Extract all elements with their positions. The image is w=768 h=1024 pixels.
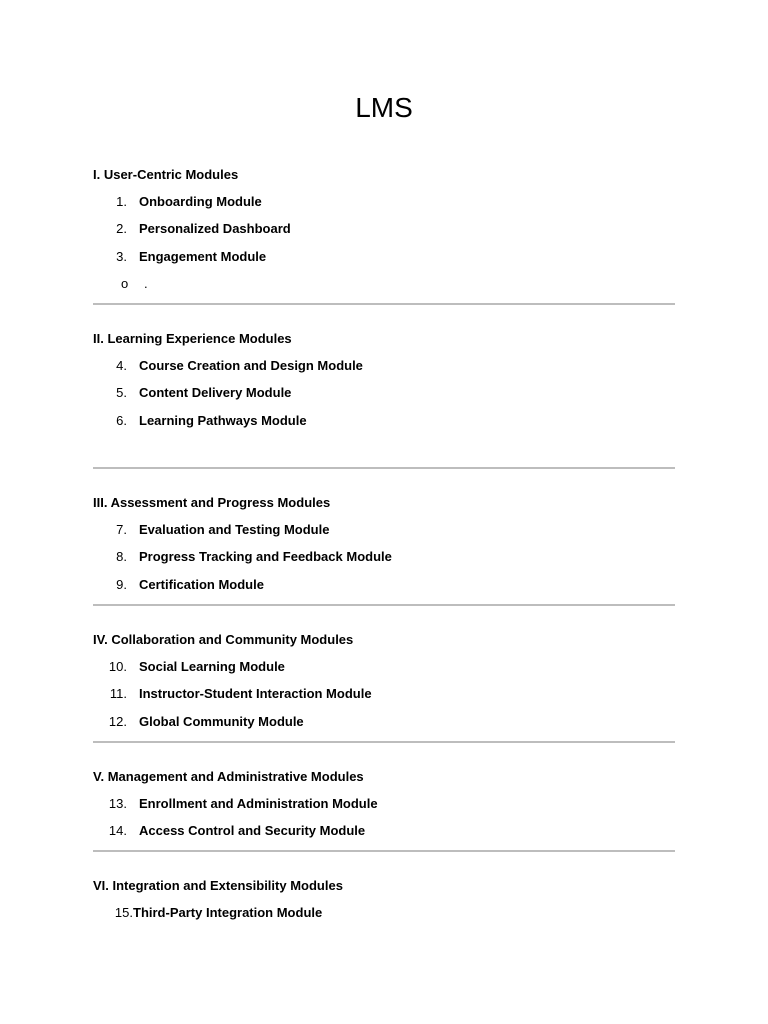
- section-divider: [93, 741, 675, 743]
- section-user-centric: [93, 166, 675, 293]
- item-label: Engagement Module: [139, 248, 267, 264]
- section-divider: [93, 604, 675, 606]
- item-number: 3.: [116, 248, 127, 264]
- item-label: Certification Module: [139, 576, 264, 592]
- list-item: [93, 576, 675, 603]
- module-list: [93, 904, 675, 931]
- section-heading: II. Learning Experience Modules: [93, 331, 292, 346]
- item-number: 7.: [116, 522, 127, 537]
- sub-bullet-item: [93, 275, 675, 293]
- module-list: [93, 357, 675, 439]
- item-number: 6.: [116, 412, 127, 428]
- section-heading: VI. Integration and Extensibility Modules: [93, 878, 343, 893]
- item-label: Access Control and Security Module: [139, 823, 366, 839]
- sub-bullet-text: .: [144, 276, 148, 292]
- item-label: Enrollment and Administration Module: [139, 796, 378, 811]
- module-list: [93, 521, 675, 603]
- item-number: 5.: [116, 385, 127, 401]
- item-number: 8.: [116, 549, 127, 565]
- list-item: [93, 685, 675, 712]
- item-number: 4.: [116, 358, 127, 373]
- section-management-administrative: [93, 768, 675, 850]
- module-list: [93, 795, 675, 850]
- item-label: Learning Pathways Module: [139, 412, 307, 428]
- item-number: 9.: [116, 576, 127, 592]
- list-item: [93, 548, 675, 575]
- list-item: [93, 521, 675, 548]
- list-item: [93, 822, 675, 849]
- section-collaboration-community: [93, 631, 675, 740]
- list-item: [93, 220, 675, 247]
- section-divider: [93, 303, 675, 305]
- item-label: Content Delivery Module: [139, 385, 292, 401]
- list-item: [93, 412, 675, 439]
- item-number: 12.: [108, 713, 127, 729]
- item-label: Evaluation and Testing Module: [139, 522, 330, 537]
- section-heading: IV. Collaboration and Community Modules: [93, 632, 354, 647]
- section-heading: I. User-Centric Modules: [93, 167, 239, 182]
- document-title: LMS: [355, 92, 413, 123]
- item-label: Third-Party Integration Module: [133, 905, 323, 920]
- list-item: [93, 795, 675, 822]
- list-item: [93, 904, 675, 931]
- section-integration-extensibility: [93, 877, 675, 931]
- item-label: Course Creation and Design Module: [139, 358, 363, 373]
- section-heading: III. Assessment and Progress Modules: [93, 495, 331, 510]
- item-label: Personalized Dashboard: [139, 221, 291, 237]
- item-number: 1.: [116, 194, 127, 209]
- section-assessment-progress: [93, 494, 675, 603]
- item-label: Progress Tracking and Feedback Module: [139, 549, 392, 565]
- item-number: 14.: [108, 823, 127, 839]
- item-label: Social Learning Module: [139, 659, 285, 674]
- module-list: [93, 193, 675, 293]
- item-number: 13.: [108, 796, 127, 811]
- module-list: [93, 658, 675, 740]
- item-label: Onboarding Module: [139, 194, 262, 209]
- list-item: [93, 248, 675, 275]
- item-number: 11.: [109, 686, 127, 702]
- item-label: Global Community Module: [139, 713, 304, 729]
- list-item: [93, 384, 675, 411]
- list-item: [93, 658, 675, 685]
- section-divider: [93, 850, 675, 852]
- section-heading: V. Management and Administrative Modules: [93, 769, 364, 784]
- section-learning-experience: [93, 330, 675, 439]
- item-number: 15.: [114, 905, 133, 920]
- list-item: [93, 713, 675, 740]
- item-label: Instructor-Student Interaction Module: [139, 686, 372, 702]
- item-number: 2.: [116, 221, 127, 237]
- list-item: [93, 357, 675, 384]
- list-item: [93, 193, 675, 220]
- section-divider: [93, 467, 675, 469]
- item-number: 10.: [108, 659, 127, 674]
- hollow-bullet-icon: o: [121, 276, 129, 292]
